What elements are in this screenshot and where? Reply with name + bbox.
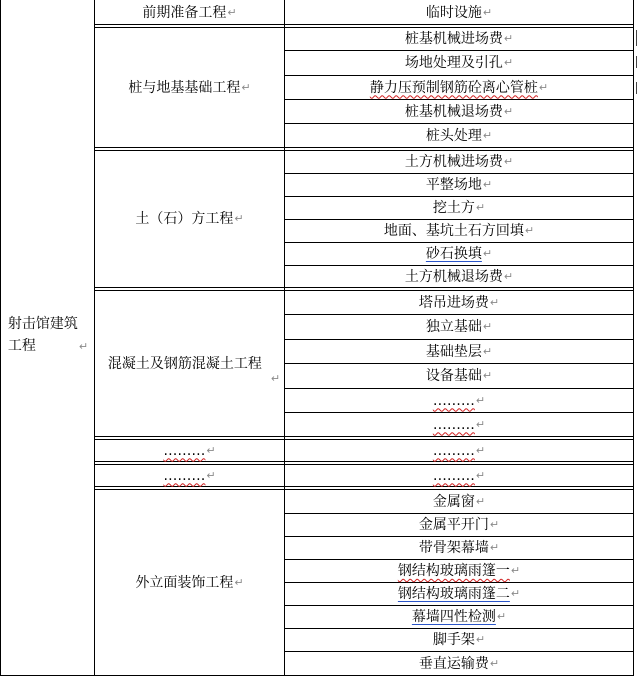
item-cell	[285, 220, 633, 242]
item-cell	[285, 514, 633, 536]
item-text: 土方机械进场费	[404, 154, 503, 170]
section-label-cell	[95, 28, 284, 147]
item-cell	[285, 28, 633, 50]
row-border	[94, 147, 634, 148]
item-cell	[285, 490, 633, 513]
item-cell	[285, 606, 633, 628]
paragraph-mark: ↵	[524, 224, 535, 237]
paragraph-mark: ↵	[241, 80, 251, 94]
paragraph-mark: ↵	[489, 656, 500, 670]
paragraph-mark: ↵	[489, 541, 500, 554]
item-cell	[285, 315, 633, 339]
paragraph-mark: ↵	[234, 575, 244, 589]
item-text: 土方机械退场费	[404, 268, 503, 285]
item-cell	[285, 413, 633, 436]
item-cell	[285, 465, 633, 486]
item-text: 临时设施	[425, 4, 482, 21]
item-text: 静力压预制钢筋砼离心管桩	[369, 79, 538, 96]
table-border-left	[0, 0, 1, 676]
paragraph-mark: ↵	[503, 56, 514, 69]
item-text: ………	[432, 416, 475, 433]
section-label: ………	[163, 467, 206, 484]
section-label-cell	[95, 151, 284, 287]
item-text: 挖土方	[432, 200, 475, 216]
item-text: ………	[432, 467, 475, 484]
item-text: 金属平开门	[418, 517, 489, 533]
section-label: 混凝土及钢筋混凝土工程	[107, 355, 262, 372]
item-text: 砂石换填	[425, 246, 482, 262]
item-text: 场地处理及引孔	[404, 55, 503, 71]
item-cell	[285, 389, 633, 412]
paragraph-mark: ↵	[206, 468, 216, 482]
table-border-bottom	[0, 675, 634, 676]
item-cell	[285, 51, 633, 75]
paragraph-mark: ↵	[503, 32, 514, 45]
paragraph-mark: ↵	[510, 587, 521, 600]
item-cell	[285, 76, 633, 99]
item-text: 幕墙四性检测	[411, 609, 496, 625]
section-label-cell	[95, 1, 284, 24]
paragraph-mark: ↵	[206, 443, 216, 457]
item-text: 独立基础	[425, 319, 482, 335]
item-text: 钢结构玻璃雨篷一	[397, 563, 510, 579]
item-text: ………	[432, 442, 475, 459]
section-label-cell	[95, 465, 284, 486]
paragraph-mark: ↵	[475, 393, 486, 407]
item-cell	[285, 560, 633, 582]
top-group-label: 射击馆建筑工程	[7, 316, 78, 354]
item-text: 桩基机械退场费	[404, 103, 503, 120]
item-cell	[285, 100, 633, 123]
item-text: 地面、基坑土石方回填	[383, 223, 524, 239]
paragraph-mark: ↵	[482, 247, 493, 260]
item-text: 金属窗	[432, 493, 475, 510]
paragraph-mark: ↵	[489, 518, 500, 531]
paragraph-mark: ↵	[482, 320, 493, 333]
paragraph-mark: ↵	[475, 417, 486, 431]
paragraph-mark: ↵	[482, 178, 493, 191]
cell-end-marker	[636, 56, 637, 68]
row-border	[94, 436, 634, 437]
item-cell	[285, 652, 633, 675]
top-group-cell	[6, 300, 90, 370]
section-label: 土（石）方工程	[135, 211, 234, 227]
section-label-cell	[95, 490, 284, 675]
paragraph-mark: ↵	[475, 633, 486, 646]
section-label: 桩与地基基础工程	[128, 79, 241, 96]
item-cell	[285, 174, 633, 196]
item-text: 钢结构玻璃雨篷二	[397, 586, 510, 602]
item-text: 带骨架幕墙	[418, 540, 489, 556]
item-cell	[285, 151, 633, 173]
paragraph-mark: ↵	[538, 80, 549, 94]
row-border	[94, 486, 634, 487]
paragraph-mark: ↵	[234, 212, 244, 225]
cell-end-marker	[636, 30, 637, 46]
paragraph-mark: ↵	[482, 128, 493, 142]
paragraph-mark: ↵	[482, 5, 493, 19]
paragraph-mark: ↵	[503, 155, 514, 168]
item-cell	[285, 340, 633, 363]
paragraph-mark: ↵	[482, 369, 493, 382]
item-text: 垂直运输费	[418, 655, 489, 672]
section-label: 前期准备工程	[142, 4, 227, 21]
paragraph-mark: ↵	[503, 269, 514, 283]
item-cell	[285, 583, 633, 605]
section-label: 外立面装饰工程	[135, 574, 234, 591]
paragraph-mark: ↵	[496, 610, 507, 623]
section-label-cell	[98, 291, 282, 436]
row-border	[94, 461, 634, 462]
section-label: ………	[163, 442, 206, 459]
item-cell	[285, 291, 633, 314]
item-text: 脚手架	[432, 632, 475, 648]
item-cell	[285, 243, 633, 265]
paragraph-mark: ↵	[489, 295, 500, 309]
item-text: ………	[432, 392, 475, 409]
item-cell	[285, 1, 633, 24]
paragraph-mark: ↵	[270, 372, 281, 385]
paragraph-mark: ↵	[78, 340, 89, 353]
item-text: 桩基机械进场费	[404, 31, 503, 47]
paragraph-mark: ↵	[475, 201, 486, 214]
item-text: 桩头处理	[425, 127, 482, 144]
row-border	[94, 287, 634, 288]
paragraph-mark: ↵	[475, 494, 486, 508]
item-cell	[285, 266, 633, 287]
item-cell	[285, 124, 633, 147]
item-text: 平整场地	[425, 177, 482, 193]
paragraph-mark: ↵	[475, 443, 486, 457]
item-text: 塔吊进场费	[418, 294, 489, 311]
item-cell	[285, 440, 633, 461]
item-cell	[285, 629, 633, 651]
item-cell	[285, 197, 633, 219]
paragraph-mark: ↵	[510, 564, 521, 577]
item-cell	[285, 537, 633, 559]
item-cell	[285, 364, 633, 388]
paragraph-mark: ↵	[475, 468, 486, 482]
item-text: 设备基础	[425, 368, 482, 384]
section-label-cell	[95, 440, 284, 461]
row-border	[94, 24, 634, 25]
item-text: 基础垫层	[425, 343, 482, 360]
cell-end-marker	[636, 82, 637, 94]
table-border-right	[633, 0, 634, 676]
paragraph-mark: ↵	[503, 104, 514, 118]
paragraph-mark: ↵	[482, 344, 493, 358]
paragraph-mark: ↵	[227, 5, 237, 19]
